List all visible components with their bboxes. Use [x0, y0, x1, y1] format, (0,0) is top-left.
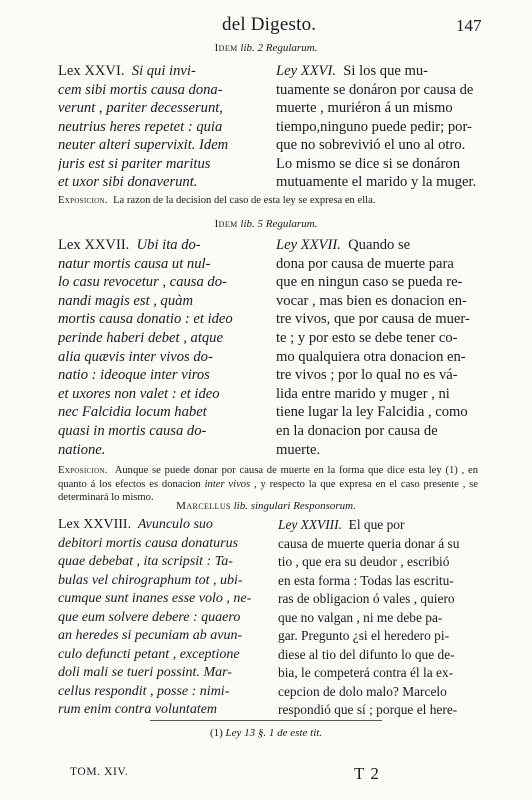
law-heading: Lex XXVIII. — [58, 517, 132, 532]
law-heading: Lex XXVII. — [58, 237, 130, 253]
law-heading: Ley XXVII. — [276, 237, 341, 253]
latin-line: cem sibi mortis causa dona- — [58, 81, 223, 98]
source-citation-1 — [0, 42, 532, 54]
source-author: Idem — [214, 218, 238, 230]
sheet-signature: T 2 — [354, 764, 380, 783]
spanish-line: te ; y por esto se debe tener co- — [276, 329, 458, 346]
spanish-line: que en ningun caso se pueda re- — [276, 274, 463, 291]
latin-line: juris est si pariter maritus — [58, 155, 211, 172]
latin-line: Lex XXVII. Ubi ita do- — [58, 237, 201, 253]
latin-line: culo defuncti petant , exceptione — [58, 646, 240, 662]
exposicion-1 — [58, 194, 478, 208]
latin-line: et uxor sibi donaverunt. — [58, 174, 198, 190]
latin-line: rum enim contra voluntatem — [58, 702, 218, 717]
spanish-line: lida entre marido y muger , ni — [276, 385, 450, 402]
exposicion-emphasis: inter vivos — [204, 478, 251, 490]
spanish-line: muerte , muriéron á un mismo — [276, 100, 453, 116]
source-author: Idem — [214, 42, 238, 54]
latin-text-lex-28 — [58, 516, 268, 720]
latin-line: verunt , pariter decesserunt, — [58, 100, 223, 116]
latin-line: an heredes si pecuniam ab avun- — [58, 628, 243, 643]
latin-line: lo casu revocetur , causa do- — [58, 274, 227, 291]
spanish-line: diese al tio del difunto lo que de- — [278, 646, 455, 662]
spanish-line: bia, le competerá contra él la ex- — [278, 665, 454, 680]
footnote — [0, 727, 532, 739]
latin-line: que eum solvere debere : quaero — [58, 609, 241, 625]
latin-text-lex-27 — [58, 236, 266, 459]
spanish-line: mo qualquiera otra donacion en- — [276, 348, 466, 365]
source-citation-3 — [0, 500, 532, 512]
latin-line: doli mali se tueri possint. Mar- — [58, 665, 232, 680]
volume-signature: TOM. XIV. — [70, 766, 129, 778]
spanish-line: Ley XXVII. Quando se — [276, 237, 411, 253]
spanish-line: que no sobrevivió el uno al otro. — [276, 137, 466, 153]
latin-line: nec Falcidia locum habet — [58, 404, 207, 421]
spanish-line: Ley XXVIII. El que por — [278, 517, 405, 532]
latin-line: debitori mortis causa donaturus — [58, 535, 239, 551]
law-heading: Ley XXVIII. — [278, 517, 342, 532]
exposicion-label: Exposicion. — [58, 195, 108, 206]
latin-line: neuter alteri supervixit. Idem — [58, 137, 229, 153]
latin-line: nandi magis est , quàm — [58, 292, 193, 309]
spanish-line: vocar , mas bien es donacion en- — [276, 292, 467, 309]
latin-line: natur mortis causa ut nul- — [58, 255, 211, 272]
spanish-line: ras de obligacion ó vales , quiero — [278, 591, 455, 606]
latin-line: et uxores non valet : et ideo — [58, 385, 220, 402]
spanish-text-ley-28 — [278, 516, 490, 720]
spanish-line: tre vivos, que por causa de muer- — [276, 311, 470, 328]
source-citation-2 — [0, 218, 532, 230]
latin-line: neutrius heres repetet : quia — [58, 118, 223, 135]
exposicion-text: La razon de la decision del caso de esta ley se expresa en ella. — [113, 195, 376, 206]
exposicion-2 — [58, 464, 478, 505]
latin-text-lex-26 — [58, 62, 266, 192]
spanish-line: causa de muerte queria donar á su — [278, 535, 460, 551]
spanish-line: respondió que sí ; porque el here- — [278, 702, 458, 717]
spanish-line: tiene lugar la ley Falcidia , como — [276, 404, 468, 421]
exposicion-label: Exposicion. — [58, 465, 108, 476]
footnote-rule — [150, 720, 382, 721]
spanish-line: dona por causa de muerte para — [276, 255, 454, 272]
law-heading: Ley XXVI. — [276, 63, 336, 79]
latin-line: quae debebat , ita scripsit : Ta- — [58, 554, 233, 569]
source-work: lib. 5 Regularum. — [240, 218, 318, 230]
latin-line: cumque sunt inanes esse volo , ne- — [58, 591, 252, 606]
spanish-line: tuamente se donáron por causa de — [276, 81, 474, 98]
exposicion-text: , y respecto la que expresa en el caso presente , se determinará lo mismo. — [58, 478, 478, 503]
latin-line: quasi in mortis causa do- — [58, 422, 207, 439]
spanish-line: Lo mismo se dice si se donáron — [276, 155, 461, 172]
source-author: Marcellus — [176, 500, 231, 512]
spanish-text-ley-27 — [276, 236, 488, 459]
source-work: lib. singulari Responsorum. — [233, 500, 356, 512]
latin-line: bulas vel chirographum tot , ubi- — [58, 572, 243, 588]
spanish-line: muerte. — [276, 441, 321, 458]
latin-line: natio : ideoque inter viros — [58, 367, 210, 384]
spanish-line: que no valgan , ni me debe pa- — [278, 609, 443, 625]
latin-line: Lex XXVI. Si qui invi- — [58, 63, 196, 79]
spanish-text-ley-26 — [276, 62, 488, 192]
exposicion-text: Aunque se puede donar por causa de muerte en la forma que dice esta ley (1) , en quanto á los efectos es donacion — [58, 465, 478, 490]
spanish-line: en esta forma : Todas las escritu- — [278, 572, 454, 588]
spanish-line: cepcion de dolo malo? Marcelo — [278, 683, 447, 699]
spanish-line: mutuamente el marido y la muger. — [276, 174, 477, 190]
latin-line: cellus respondit , posse : nimi- — [58, 683, 230, 699]
latin-line: natione. — [58, 441, 106, 458]
page-number: 147 — [456, 16, 482, 35]
spanish-line: tiempo,ninguno puede pedir; por- — [276, 118, 472, 135]
running-title: del Digesto. — [222, 14, 317, 35]
latin-line: perinde haberi debet , atque — [58, 329, 223, 346]
footnote-marker: (1) — [209, 727, 223, 739]
source-work: lib. 2 Regularum. — [240, 42, 318, 54]
spanish-line: tre vivos ; por lo qual no es vá- — [276, 367, 458, 384]
spanish-line: en la donacion por causa de — [276, 422, 438, 439]
spanish-line: tio , que era su deudor , escribió — [278, 554, 450, 569]
spanish-line: Ley XXVI. Si los que mu- — [276, 63, 429, 79]
spanish-line: gar. Pregunto ¿si el heredero pi- — [278, 628, 450, 643]
latin-line: mortis causa donatio : et ideo — [58, 311, 233, 328]
law-heading: Lex XXVI. — [58, 63, 125, 79]
footnote-text: Ley 13 §. 1 de este tit. — [225, 727, 323, 739]
latin-line: alia quævis inter vivos do- — [58, 348, 213, 365]
latin-line: Lex XXVIII. Avunculo suo — [58, 517, 213, 532]
